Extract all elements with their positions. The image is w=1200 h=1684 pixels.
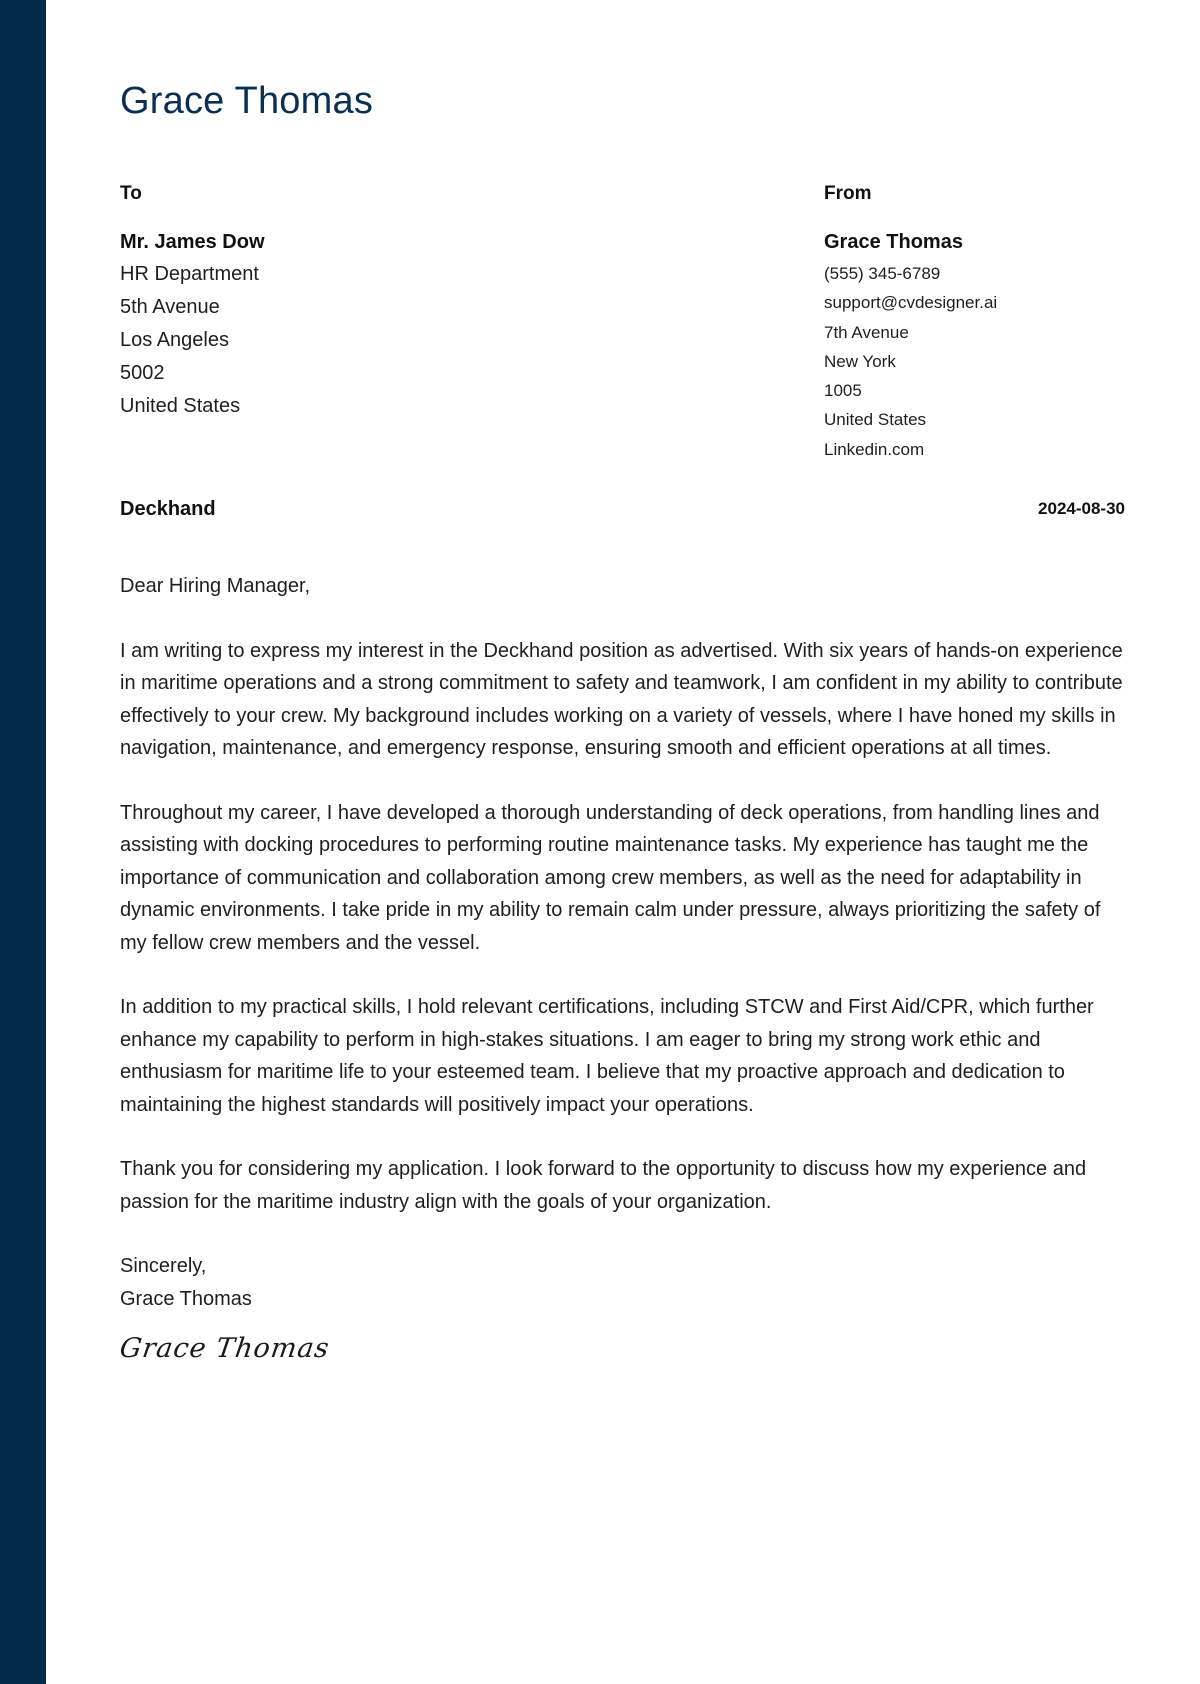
sender-phone: (555) 345-6789 — [824, 264, 941, 283]
job-title: Deckhand — [120, 498, 216, 520]
body-paragraph: I am writing to express my interest in the Deckhand position as advertised. With six years of hands-on experience in maritime operations and a strong commitment to safety and teamwork, I am confident in my ability to contribute effectively to your crew. My background includes working on a variety of vessels, where I have honed my skills in navigation, maintenance, and emergency response, ensuring smooth and efficient operations at all times. — [120, 639, 1123, 759]
handwritten-signature: Grace Thomas — [117, 1333, 332, 1364]
applicant-name-heading: Grace Thomas — [120, 80, 374, 122]
sender-contact — [824, 259, 1124, 464]
recipient-address — [120, 258, 620, 423]
sender-email: support@cvdesigner.ai — [824, 293, 998, 313]
body-paragraph: Throughout my career, I have developed a thorough understanding of deck operations, from handling lines and assisting with docking procedures to performing routine maintenance tasks. My experience has taught me the importance of communication and collaboration among crew members, as well as the need for adaptability in dynamic environments. I take pride in my ability to remain calm under pressure, always prioritizing the safety of my fellow crew members and the vessel. — [120, 801, 1101, 954]
sender-street: 7th Avenue — [824, 322, 909, 342]
sender-postal-code: 1005 — [824, 381, 862, 401]
subject-row — [120, 496, 1125, 522]
sender-block — [824, 182, 1124, 464]
recipient-name: Mr. James Dow — [120, 231, 265, 253]
recipient-block — [120, 182, 620, 423]
recipient-country: United States — [120, 395, 241, 417]
recipient-label: To — [120, 183, 142, 204]
closing-phrase: Sincerely, — [120, 1255, 207, 1277]
closing-name: Grace Thomas — [120, 1287, 252, 1310]
sender-country: United States — [824, 410, 927, 430]
letter-date: 2024-08-30 — [1038, 499, 1125, 518]
body-paragraph: Thank you for considering my application. I look forward to the opportunity to discuss how my experience and passion for the maritime industry align with the goals of your organization. — [120, 1158, 1087, 1213]
recipient-department: HR Department — [120, 263, 259, 285]
recipient-city: Los Angeles — [120, 329, 229, 351]
letter-body — [117, 570, 1125, 1364]
sender-linkedin: Linkedin.com — [824, 439, 925, 459]
salutation: Dear Hiring Manager, — [120, 575, 311, 597]
recipient-street: 5th Avenue — [120, 296, 220, 318]
body-paragraph: In addition to my practical skills, I hold relevant certifications, including STCW and First Aid/CPR, which further enhance my capability to perform in high-stakes situations. I am eager to bring my strong work ethic and enthusiasm for maritime life to your esteemed team. I believe that my proactive approach and dedication to maintaining the highest standards will positively impact your operations. — [120, 996, 1094, 1116]
sender-name: Grace Thomas — [824, 231, 963, 253]
sender-city: New York — [824, 351, 896, 371]
sidebar-accent-bar — [0, 0, 46, 1684]
sender-label: From — [824, 183, 872, 204]
recipient-postal-code: 5002 — [120, 362, 165, 384]
